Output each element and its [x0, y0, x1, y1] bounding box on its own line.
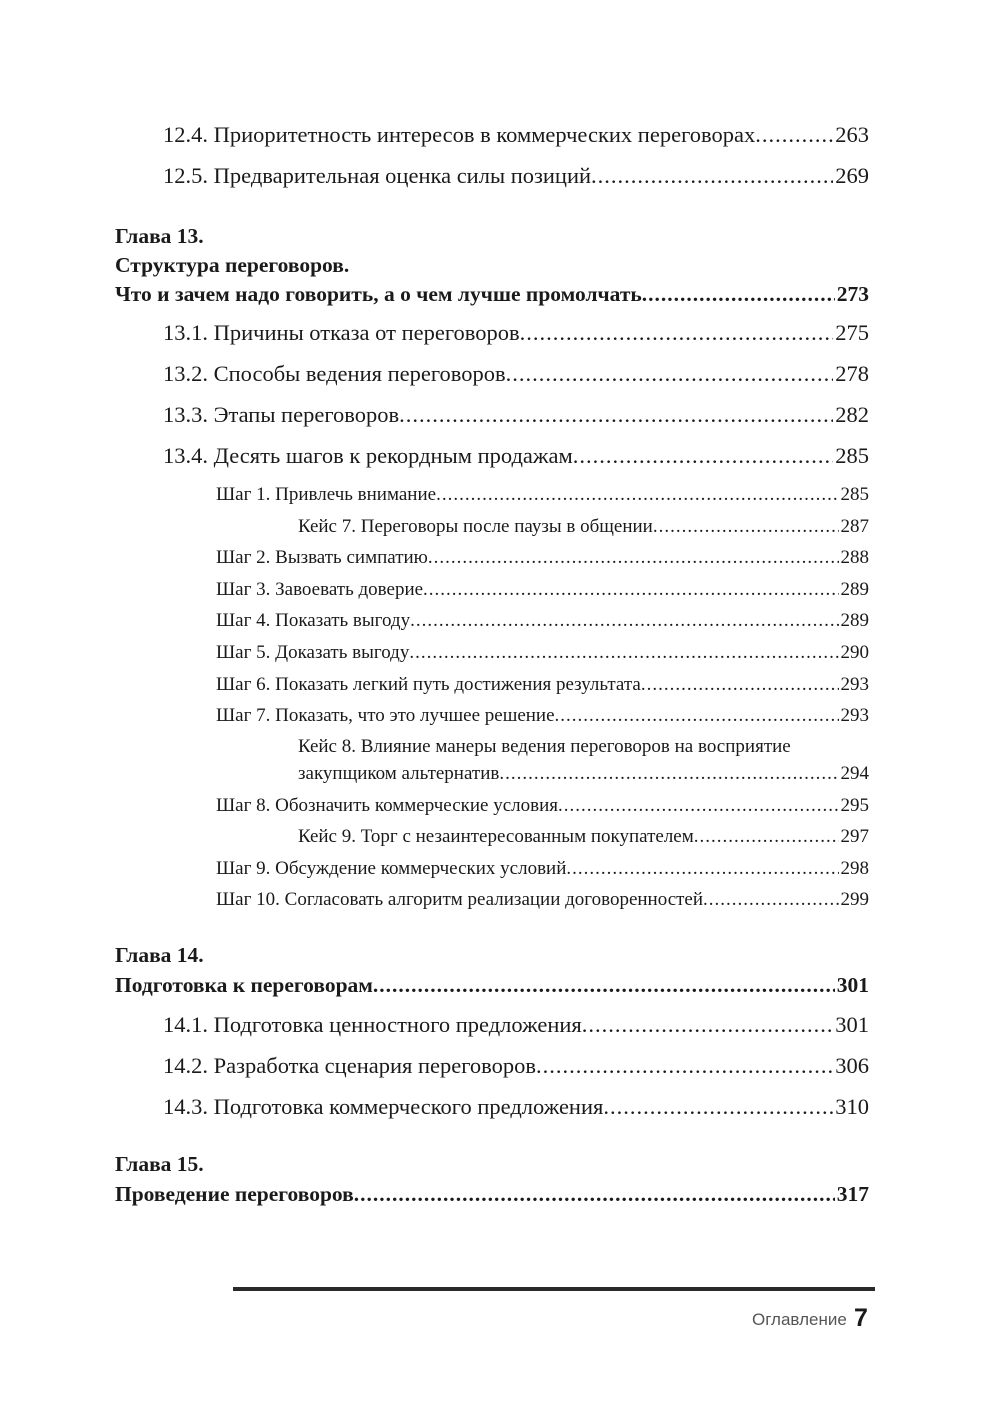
- toc-entry-title: Шаг 7. Показать, что это лучшее решение: [216, 705, 555, 726]
- toc-entry-chapter-15: [115, 1182, 869, 1207]
- toc-leader-dots: [566, 858, 838, 880]
- toc-leader-dots: [591, 163, 833, 189]
- toc-entry-title: Кейс 9. Торг с незаинтересованным покупателем: [298, 826, 694, 847]
- toc-page-number: 288: [840, 547, 869, 568]
- toc-leader-dots: [399, 402, 833, 428]
- toc-page-number: 301: [835, 1012, 869, 1037]
- toc-entry-title: Шаг 2. Вызвать симпатию: [216, 547, 428, 568]
- toc-leader-dots: [436, 484, 838, 506]
- toc-page-number: 306: [835, 1053, 869, 1078]
- toc-entry-title: Шаг 1. Привлечь внимание: [216, 484, 437, 505]
- toc-page-number: 294: [840, 763, 869, 784]
- toc-page-number: 301: [836, 973, 869, 997]
- toc-entry-title: Что и зачем надо говорить, а о чем лучше промолчать: [115, 282, 642, 306]
- toc-leader-dots: [653, 516, 839, 538]
- toc-page-number: 278: [835, 361, 869, 386]
- toc-page-number: 290: [840, 642, 869, 663]
- toc-entry-title: Шаг 5. Доказать выгоду: [216, 642, 410, 663]
- toc-entry-case-8: [298, 763, 869, 785]
- toc-entry-step-5: [216, 642, 869, 664]
- toc-entry-step-3: [216, 579, 869, 601]
- toc-entry-title: Шаг 8. Обозначить коммерческие условия: [216, 795, 558, 816]
- toc-page-number: 289: [840, 610, 869, 631]
- toc-entry-14-1: [163, 1012, 869, 1038]
- toc-leader-dots: [354, 1182, 835, 1207]
- toc-leader-dots: [555, 705, 839, 727]
- toc-entry-title: 12.4. Приоритетность интересов в коммерческих переговорах: [163, 122, 756, 147]
- toc-page-number: 273: [836, 282, 869, 306]
- toc-entry-title: 12.5. Предварительная оценка силы позиций: [163, 163, 592, 188]
- toc-leader-dots: [755, 122, 833, 148]
- toc-page-number: 293: [840, 674, 869, 695]
- toc-entry-step-2: [216, 547, 869, 569]
- toc-entry-case-9: [298, 826, 869, 848]
- toc-entry-step-1: [216, 484, 869, 506]
- toc-entry-13-1: [163, 320, 869, 346]
- toc-entry-title: Шаг 9. Обсуждение коммерческих условий: [216, 858, 567, 879]
- chapter-13-title-line1: Структура переговоров.: [115, 253, 350, 277]
- toc-leader-dots: [641, 674, 839, 696]
- toc-page-number: 295: [840, 795, 869, 816]
- toc-entry-title: 14.1. Подготовка ценностного предложения: [163, 1012, 582, 1037]
- toc-leader-dots: [536, 1053, 833, 1079]
- toc-entry-case-8-line1: Кейс 8. Влияние манеры ведения переговоров на восприятие: [298, 736, 791, 757]
- toc-page-number: 275: [835, 320, 869, 345]
- toc-entry-title: 13.1. Причины отказа от переговоров: [163, 320, 520, 345]
- toc-page-number: 285: [840, 484, 869, 505]
- toc-leader-dots: [409, 642, 838, 664]
- toc-entry-title: закупщиком альтернатив: [298, 763, 500, 784]
- footer-page-number: 7: [854, 1304, 868, 1332]
- toc-entry-step-8: [216, 795, 869, 817]
- toc-entry-step-7: [216, 705, 869, 727]
- toc-leader-dots: [694, 826, 839, 848]
- toc-page-number: 297: [840, 826, 869, 847]
- chapter-14-label: Глава 14.: [115, 943, 204, 967]
- toc-entry-title: Шаг 10. Согласовать алгоритм реализации договоренностей: [216, 889, 704, 910]
- toc-entry-title: Кейс 7. Переговоры после паузы в общении: [298, 516, 653, 537]
- toc-entry-title: 14.3. Подготовка коммерческого предложения: [163, 1094, 604, 1119]
- toc-leader-dots: [573, 443, 834, 469]
- toc-entry-step-9: [216, 858, 869, 880]
- toc-entry-title: Шаг 6. Показать легкий путь достижения результата: [216, 674, 641, 695]
- toc-entry-12-4: [163, 122, 869, 148]
- toc-page-number: 299: [840, 889, 869, 910]
- toc-entry-title: Проведение переговоров: [115, 1182, 354, 1206]
- toc-entry-13-2: [163, 361, 869, 387]
- toc-leader-dots: [703, 889, 838, 911]
- toc-page-number: 298: [840, 858, 869, 879]
- toc-entry-step-6: [216, 674, 869, 696]
- chapter-15-label: Глава 15.: [115, 1152, 204, 1176]
- toc-entry-title: 13.4. Десять шагов к рекордным продажам: [163, 443, 573, 468]
- toc-entry-14-2: [163, 1053, 869, 1079]
- toc-leader-dots: [373, 973, 835, 998]
- toc-page-number: 317: [836, 1182, 869, 1206]
- toc-leader-dots: [428, 547, 839, 569]
- footer-rule: [233, 1287, 875, 1291]
- toc-leader-dots: [642, 282, 835, 307]
- toc-page-number: 263: [835, 122, 869, 147]
- toc-leader-dots: [499, 763, 838, 785]
- toc-entry-title: Шаг 4. Показать выгоду: [216, 610, 411, 631]
- toc-entry-13-3: [163, 402, 869, 428]
- toc-leader-dots: [410, 610, 838, 632]
- toc-entry-13-4: [163, 443, 869, 469]
- toc-leader-dots: [603, 1094, 833, 1120]
- toc-entry-step-10: [216, 889, 869, 911]
- toc-page-number: 269: [835, 163, 869, 188]
- toc-entry-case-7: [298, 516, 869, 538]
- toc-page-number: 285: [835, 443, 869, 468]
- toc-page-number: 289: [840, 579, 869, 600]
- toc-entry-title: 14.2. Разработка сценария переговоров: [163, 1053, 537, 1078]
- toc-entry-chapter-14: [115, 973, 869, 998]
- toc-leader-dots: [506, 361, 834, 387]
- toc-page-number: 293: [840, 705, 869, 726]
- toc-leader-dots: [423, 579, 838, 601]
- chapter-13-label: Глава 13.: [115, 224, 204, 248]
- toc-entry-title: 13.2. Способы ведения переговоров: [163, 361, 506, 386]
- footer-section-label: Оглавление: [752, 1310, 847, 1329]
- toc-entry-14-3: [163, 1094, 869, 1120]
- toc-leader-dots: [582, 1012, 834, 1038]
- toc-entry-title: Шаг 3. Завоевать доверие: [216, 579, 424, 600]
- toc-entry-title: Подготовка к переговорам: [115, 973, 373, 997]
- toc-leader-dots: [520, 320, 834, 346]
- toc-entry-12-5: [163, 163, 869, 189]
- toc-page-number: 282: [835, 402, 869, 427]
- toc-entry-title: 13.3. Этапы переговоров: [163, 402, 400, 427]
- toc-entry-step-4: [216, 610, 869, 632]
- toc-page-number: 310: [835, 1094, 869, 1119]
- toc-entry-chapter-13: [115, 282, 869, 307]
- toc-page-number: 287: [840, 516, 869, 537]
- toc-leader-dots: [558, 795, 839, 817]
